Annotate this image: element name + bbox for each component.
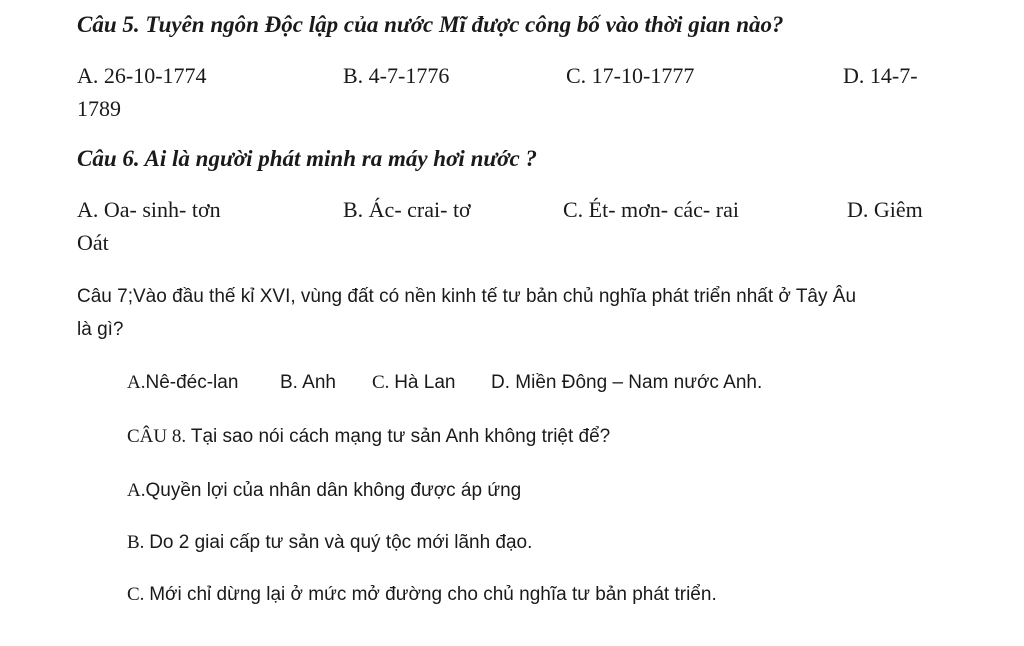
question-7-option-d: D. Miền Đông – Nam nước Anh. [491,372,763,393]
question-7-option-c [372,372,455,394]
question-7-option-b: B. Anh [280,372,336,393]
question-6-option-d-continuation: Oát [77,230,109,255]
question-8-option-a [127,480,521,502]
question-6-title: Câu 6. Ai là người phát minh ra máy hơi nước ? [77,146,537,171]
question-7-title-line-2: là gì? [77,319,124,340]
question-6-option-d: D. Giêm [847,197,923,222]
question-5-option-b: B. 4-7-1776 [343,63,450,88]
question-8-option-b [127,532,532,554]
question-5-option-a: A. 26-10-1774 [77,63,207,88]
question-5-option-d: D. 14-7- [843,63,918,88]
option-letter: C. [127,584,145,605]
question-5-title: Câu 5. Tuyên ngôn Độc lập của nước Mĩ được công bố vào thời gian nào? [77,12,784,37]
option-text: Mới chỉ dừng lại ở mức mở đường cho chủ nghĩa tư bản phát triển. [149,584,717,605]
question-8-title [127,426,610,448]
option-letter: C. [372,372,390,393]
option-text: Nê-đéc-lan [145,372,239,393]
question-6-option-b: B. Ác- crai- tơ [343,197,471,222]
question-8-text: Tại sao nói cách mạng tư sản Anh không triệt để? [190,426,611,447]
option-letter: A. [127,480,146,501]
question-8-option-c [127,584,717,606]
question-7-title-line-1: Câu 7;Vào đầu thế kỉ XVI, vùng đất có nền kinh tế tư bản chủ nghĩa phát triển nhất ở Tây Âu [77,286,857,307]
question-8-prefix: CÂU 8. [127,426,187,447]
question-7-option-a [127,372,238,394]
option-text: Quyền lợi của nhân dân không được áp ứng [145,480,522,501]
question-6-option-c: C. Ét- mơn- các- rai [563,197,739,222]
question-6-option-a: A. Oa- sinh- tơn [77,197,221,222]
question-5-option-d-continuation: 1789 [77,96,121,121]
option-letter: B. [127,532,145,553]
option-text: Do 2 giai cấp tư sản và quý tộc mới lãnh đạo. [149,532,533,553]
question-5-option-c: C. 17-10-1777 [566,63,695,88]
option-text: Hà Lan [394,372,456,393]
option-letter: A. [127,372,146,393]
